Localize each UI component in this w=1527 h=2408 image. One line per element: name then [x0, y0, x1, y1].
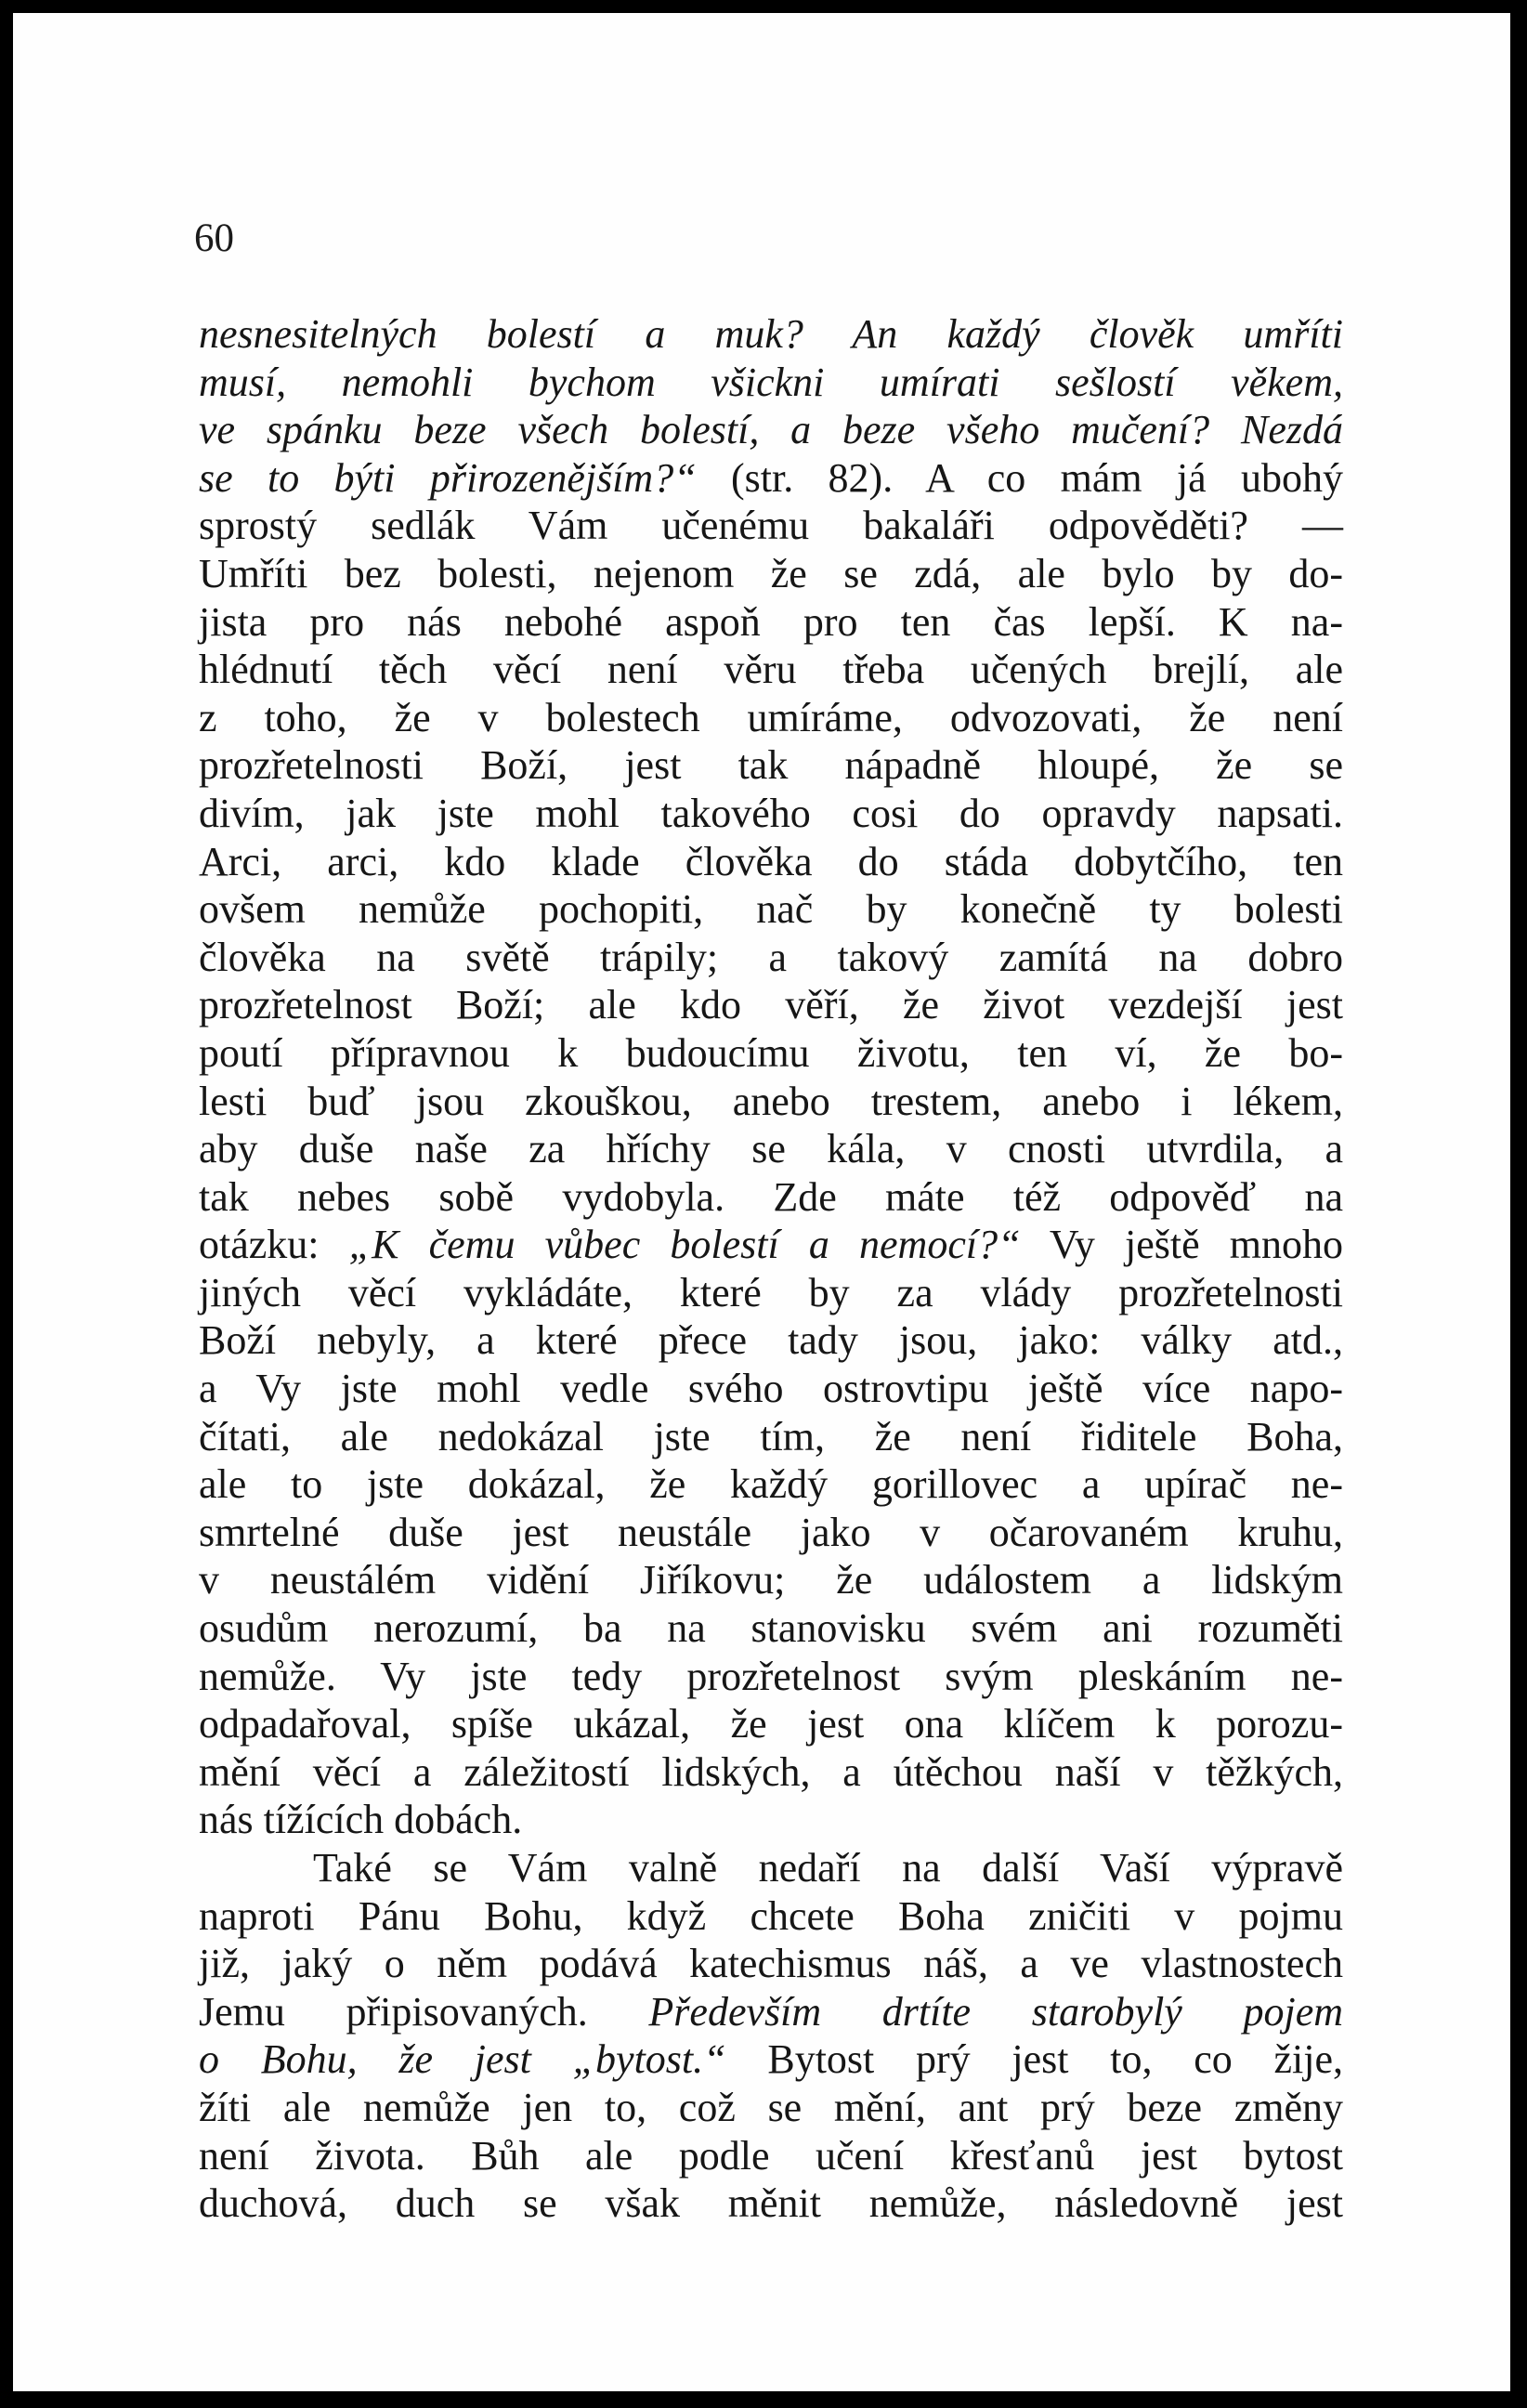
- text-line: prozřetelnosti Boží, jest tak nápadně hloupé, že se: [199, 742, 1343, 789]
- body-text: [199, 310, 1343, 2228]
- text-line: ovšem nemůže pochopiti, nač by konečně ty bolesti: [199, 886, 1343, 933]
- text-line: naproti Pánu Bohu, když chcete Boha zničiti v pojmu: [199, 1892, 1343, 1939]
- text-line: nemůže. Vy jste tedy prozřetelnost svým pleskáním ne-: [199, 1653, 1343, 1699]
- text-line: musí, nemohli bychom všickni umírati sešlostí věkem,: [199, 359, 1343, 405]
- text-line: žíti ale nemůže jen to, což se mění, ant prý beze změny: [199, 2084, 1343, 2130]
- text-line: poutí přípravnou k budoucímu životu, ten ví, že bo-: [199, 1029, 1343, 1076]
- text-line: Boží nebyly, a které přece tady jsou, jako: války atd.,: [199, 1317, 1343, 1364]
- text-line: prozřetelnost Boží; ale kdo věří, že život vezdejší jest: [199, 982, 1343, 1028]
- text-line: z toho, že v bolestech umíráme, odvozovati, že není: [199, 694, 1343, 740]
- text-line: divím, jak jste mohl takového cosi do opravdy napsati.: [199, 790, 1343, 836]
- text-line: jista pro nás nebohé aspoň pro ten čas lepší. K na-: [199, 598, 1343, 645]
- book-page: [13, 13, 1510, 2391]
- text-line: sprostý sedlák Vám učenému bakaláři odpověděti? —: [199, 503, 1343, 549]
- text-line: člověka na světě trápily; a takový zamítá na dobro: [199, 934, 1343, 980]
- text-line: Také se Vám valně nedaří na další Vaší výpravě: [313, 1845, 1343, 1891]
- text-line: Jemu připisovaných. Především drtíte starobylý pojem: [199, 1988, 1343, 2035]
- text-line: nás tížících dobách.: [199, 1797, 523, 1843]
- text-line: aby duše naše za hříchy se kála, v cnosti utvrdila, a: [199, 1126, 1343, 1172]
- text-line: a Vy jste mohl vedle svého ostrovtipu ještě více napo-: [199, 1366, 1343, 1412]
- text-line: jiných věcí vykládáte, které by za vlády prozřetelnosti: [199, 1269, 1343, 1315]
- text-line: ale to jste dokázal, že každý gorillovec a upírač ne-: [199, 1461, 1343, 1508]
- text-line: lesti buď jsou zkouškou, anebo trestem, anebo i lékem,: [199, 1078, 1343, 1124]
- text-line: Arci, arci, kdo klade člověka do stáda dobytčího, ten: [199, 838, 1343, 884]
- text-line: čítati, ale nedokázal jste tím, že není řiditele Boha,: [199, 1413, 1343, 1459]
- text-line: nesnesitelných bolestí a muk? An každý člověk umříti: [199, 311, 1343, 357]
- text-line: o Bohu, že jest „bytost.“ Bytost prý jest to, co žije,: [199, 2036, 1343, 2083]
- text-line: není života. Bůh ale podle učení křesťanů jest bytost: [199, 2132, 1343, 2179]
- text-line: tak nebes sobě vydobyla. Zde máte též odpověď na: [199, 1173, 1343, 1220]
- text-line: ve spánku beze všech bolestí, a beze všeho mučení? Nezdá: [199, 407, 1343, 453]
- text-line: duchová, duch se však měnit nemůže, následovně jest: [199, 2180, 1343, 2227]
- text-line: v neustálém vidění Jiříkovu; že událostem a lidským: [199, 1557, 1343, 1603]
- text-line: smrtelné duše jest neustále jako v očarovaném kruhu,: [199, 1509, 1343, 1555]
- text-line: již, jaký o něm podává katechismus náš, a ve vlastnostech: [199, 1941, 1343, 1987]
- text-line: se to býti přirozenějším?“ (str. 82). A co mám já ubohý: [199, 454, 1343, 501]
- text-line: odpadařoval, spíše ukázal, že jest ona klíčem k porozu-: [199, 1701, 1343, 1747]
- text-line: mění věcí a záležitostí lidských, a útěchou naší v těžkých,: [199, 1748, 1343, 1795]
- text-line: osudům nerozumí, ba na stanovisku svém ani rozuměti: [199, 1605, 1343, 1652]
- page-number: 60: [194, 216, 234, 260]
- text-line: hlédnutí těch věcí není věru třeba učených brejlí, ale: [199, 647, 1343, 693]
- text-line: Umříti bez bolesti, nejenom že se zdá, ale bylo by do-: [199, 550, 1343, 596]
- text-line: otázku: „K čemu vůbec bolestí a nemocí?“ Vy ještě mnoho: [199, 1222, 1343, 1268]
